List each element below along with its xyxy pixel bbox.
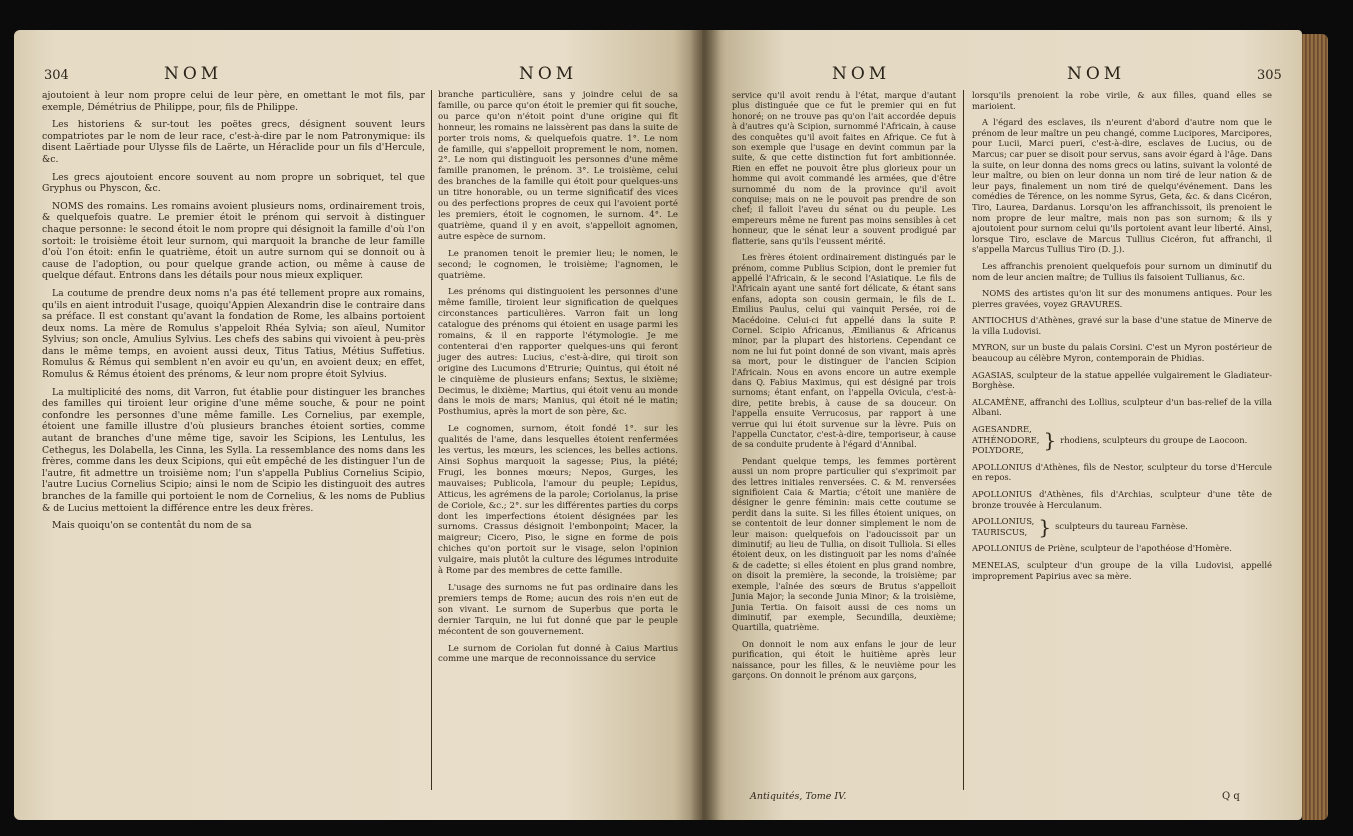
artist-entry: MYRON, sur un buste du palais Corsini. C'est un Myron postérieur de beaucoup au célèbre Myron, contemporain de Phidias. (972, 342, 1272, 364)
paragraph: Les frères étoient ordinairement distingués par le prénom, comme Publius Scipion, dont le premier fut appellé l'Africain, & le second l'Asiatique. Le fils de l'Africain ayant une santé fort délicate, & étant sans enfans, adopta son cousin germain, le fils de L. Emilius Paulus, celui qui vainquit Persée, roi de Macédoine. Celui-ci fut appellé dans la suite P. Cornel. Scipio Africanus, Æmilianus & Africanus minor, par la plupart des historiens. Cependant ce nom ne lui fut point donné de son vivant, mais après sa mort, pour le distinguer de l'ancien Scipion l'Africain. Nous en avons encore un autre exemple dans Q. Fabius Maximus, qui est désigné par trois surnoms; étant enfant, on l'appella Ovicula, c'est-à-dire, petite brebis, à cause de sa douceur. On l'appella ensuite Verrucosus, par rapport à une verrue qui lui étoit survenue sur la lèvre. Puis on l'appella Cunctator, c'est-à-dire, temporiseur, à cause de sa conduite prudente à l'égard d'Annibal. (732, 252, 956, 450)
signature-mark: Q q (1222, 791, 1240, 802)
artist-name: ATHÉNODORE, (972, 434, 1040, 445)
artist-entry: APOLLONIUS d'Athènes, fils d'Archias, sculpteur d'une tête de bronze trouvée à Herculanum. (972, 489, 1272, 510)
column-rule (431, 90, 432, 790)
running-head: NOM (519, 64, 578, 84)
running-head: NOM (832, 64, 891, 84)
artist-entry: ANTIOCHUS d'Athènes, gravé sur la base d'une statue de Minerve de la villa Ludovisi. (972, 315, 1272, 336)
paragraph: Les affranchis prenoient quelquefois pour surnom un diminutif du nom de leur ancien maître; de Tullius ils faisoient Tullianus, &c. (972, 260, 1272, 282)
page-edges (1302, 34, 1328, 820)
artist-description: sculpteurs du taureau Farnèse. (1055, 521, 1188, 532)
farnese-bull-entry (972, 516, 1272, 537)
paragraph: Les prénoms qui distinguoient les personnes d'une même famille, tiroient leur signification de quelques circonstances particulières. Varron fait un long catalogue des prénoms qui étoient en usage parmi les romains, & il en rapporte l'étymologie. Je me contenterai d'en rapporter quelques-uns qui feront juger des autres: Lucius, c'est-à-dire, qui tiroit son origine des Lucumons d'Etrurie; Quintus, qui étoit né le cinquième de plusieurs enfans; Sextus, le sixième; Decimus, le dixième; Martius, qui étoit venu au monde dans le mois de mars; Manius, qui étoit né le matin; Posthumius, après la mort de son père, &c. (438, 287, 678, 418)
artist-name: AGESANDRE, (972, 424, 1032, 435)
paragraph: NOMS des artistes qu'on lit sur des monumens antiques. Pour les pierres gravées, voyez GRAVURES. (972, 288, 1272, 309)
column-rule (963, 90, 964, 790)
artist-name: APOLLONIUS, (972, 516, 1035, 527)
page-number: 304 (44, 68, 69, 83)
brace: } (1038, 514, 1052, 539)
artist-description: rhodiens, sculpteurs du groupe de Laocoon. (1060, 434, 1248, 445)
left-page (14, 30, 702, 820)
laocoon-group-entry (972, 424, 1272, 456)
paragraph: La multiplicité des noms, dit Varron, fut établie pour distinguer les branches des familles qui tiroient leur origine d'une même souche, & pour ne point confondre les personnes d'une même famille. Les Cornelius, par exemple, étoient une famille illustre d'où plusieurs branches étoient sorties, comme autant de branches d'une même tige, savoir les Scipions, les Lentulus, les Cethegus, les Dolabella, les Cinna, les Sylla. La ressemblance des noms dans les frères, comme dans les deux Scipions, qui eût empêché de les distinguer l'un de l'autre, fit admettre un troisième nom; l'un s'appella Publius Cornelius Scipio, l'autre Lucius Cornelius Scipio; ainsi le nom de Scipio les distinguoit des autres branches de la famille qui portoient le nom de Cornelius, & les noms de Publius & de Lucius mettoient la différence entre les deux frères. (42, 386, 425, 514)
artist-entry: AGASIAS, sculpteur de la statue appellée vulgairement le Gladiateur-Borghèse. (972, 369, 1272, 391)
artist-name: POLYDORE, (972, 445, 1024, 456)
brace: } (1043, 427, 1057, 452)
paragraph: Les historiens & sur-tout les poëtes grecs, désignent souvent leurs compatriotes par le nom de leur race, c'est-à-dire par le nom Patronymique: ils disent Laërtiade pour Ulysse fils de Laërte, un Héraclide pour un fils d'Hercule, &c. (42, 119, 425, 165)
paragraph: A l'égard des esclaves, ils n'eurent d'abord d'autre nom que le prénom de leur maître un peu changé, comme Lucipores, Marcipores, pour Lucii, Marci pueri, c'est-à-dire, esclaves de Lucius, ou de Marcus; car puer se disoit pour servus, sans avoir égard à l'âge. Dans la suite, on leur donna des noms grecs ou latins, suivant la volonté de leur maître, ou bien on leur donna un nom tiré de leur nation & de leur pays, finalement un nom tiré de quelqu'événement. Dans les comédies de Térence, on les nomme Syrus, Geta, &c. & dans Cicéron, Tiro, Laurea, Dardanus. Lorsqu'on les affranchissoit, ils prenoient le nom propre de leur maître, mais non pas son surnom; & ils y ajoutoient pour surnom celui qu'ils portoient avant leur liberté. Ainsi, lorsque Tiro, esclave de Marcus Tullius Cicéron, fut affranchi, il s'appella Marcus Tullius Tiro (D. J.). (972, 117, 1272, 255)
paragraph: Mais quoiqu'on se contentât du nom de sa (52, 520, 252, 532)
paragraph: lorsqu'ils prenoient la robe virile, & aux filles, quand elles se marioient. (972, 90, 1272, 111)
running-head: NOM (1067, 64, 1126, 84)
paragraph: On donnoit le nom aux enfans le jour de leur purification, qui étoit le huitième après leur naissance, pour les filles, & le neuvième pour les garçons. On donnoit le prénom aux garçons, (732, 638, 956, 680)
paragraph: La coutume de prendre deux noms n'a pas été tellement propre aux romains, qu'ils en aient introduit l'usage, quoiqu'Appien Alexandrin dise le contraire dans sa préface. Il est constant qu'avant la fondation de Rome, les albains portoient deux noms. La mère de Romulus s'appeloit Rhéa Sylvia; son aïeul, Numitor Sylvius; son oncle, Amulius Sylvius. Les chefs des sabins qui vivoient à peu-près dans le même temps, en avoient aussi deux, Titus Tatius, Métius Suffetius. Romulus & Rémus qui semblent n'en avoir eu qu'un, en avoient deux; en effet, Romulus & Rémus étoient des prénoms, & leur nom propre étoit Sylvius. (42, 287, 425, 381)
right-page (702, 30, 1302, 820)
paragraph: NOMS des romains. Les romains avoient plusieurs noms, ordinairement trois, & quelquefois quatre. Le premier étoit le prénom qui servoit à distinguer chaque personne: le second étoit le nom propre qui désignoit la famille d'où l'on sortoit: le troisième étoit leur surnom, qui marquoit la branche de leur famille d'où l'on étoit: enfin le quatrième, étoit un autre surnom qui se donnoit ou à cause de l'adoption, ou pour quelque grande action, ou même à cause de quelque défaut. Entrons dans les détails pour nous mieux expliquer. (42, 200, 425, 282)
left-column-1 (42, 90, 425, 538)
artist-name: TAURISCUS, (972, 526, 1028, 537)
paragraph: ajoutoient à leur nom propre celui de leur père, en omettant le mot fils, par exemple, Démétrius de Philippe, pour, fils de Philippe. (42, 90, 425, 113)
paragraph: service qu'il avoit rendu à l'état, marque d'autant plus distinguée que ce fut le premier qui en fut honoré; on ne trouve pas qu'on l'ait accordée depuis à d'autres qu'à Scipion, surnommé l'Africain, à cause des conquêtes qu'il avoit faites en Afrique. Ce fut à son exemple que l'usage en devint commun par la suite, & que cette distinction fut fort ambitionnée. Rien en effet ne pouvoit être plus glorieux pour un homme qui avoit commandé les armées, que d'être surnommé du nom de la province qu'il avoit conquise; mais on ne le pouvoit pas prendre de son chef; il falloit l'aveu du sénat ou du peuple. Les empereurs même ne furent pas moins sensibles à cet honneur, que le sénat leur a souvent prodigué par flatterie, sans qu'ils l'eussent mérité. (732, 90, 956, 246)
right-column-1 (732, 90, 956, 686)
artist-entry: MENELAS, sculpteur d'un groupe de la villa Ludovisi, appellé improprement Papirius avec sa mère. (972, 559, 1272, 581)
paragraph: Le surnom de Coriolan fut donné à Caius Martius comme une marque de reconnoissance du service (438, 643, 678, 665)
artist-entry: APOLLONIUS d'Athènes, fils de Nestor, sculpteur du torse d'Hercule en repos. (972, 461, 1272, 483)
paragraph: Pendant quelque temps, les femmes portèrent aussi un nom propre particulier qui s'exprimoit par des lettres initiales renversées. C. & M. renversées signifioient Caia & Martia; c'étoit une manière de désigner le genre féminin: mais cette coutume se perdit dans la suite. Si les filles étoient uniques, on se contentoit de leur donner simplement le nom de leur maison: quelquefois on l'adoucissoit par un diminutif; au lieu de Tullia, on disoit Tulliola. Si elles étoient deux, on les distinguoit par les noms d'aînée & de cadette; si elles étoient en plus grand nombre, on disoit la première, la seconde, la troisième; par exemple, l'aînée des sœurs de Brutus s'appelloit Junia Major; la seconde Junia Minor; & la troisième, Junia Tertia. On faisoit aussi de ces noms un diminutif, par exemple, Secundilla, deuxième; Quartilla, quatrième. (732, 455, 956, 633)
book-gutter (690, 30, 720, 820)
paragraph: Le cognomen, surnom, étoit fondé 1°. sur les qualités de l'ame, dans lesquelles étoient renfermées les vertus, les mœurs, les sciences, les belles actions. Ainsi Sophus marquoit la sagesse; Pius, la piété; Frugi, les bonnes mœurs; Nepos, Gurges, les mauvaises; Publicola, l'amour du peuple; Lepidus, Atticus, les agrémens de la parole; Coriolanus, la prise de Coriole, &c.; 2°. sur les différentes parties du corps dont les imperfections étoient désignées par les surnoms. Crassus désignoit l'embonpoint; Macer, la maigreur; Cicero, Piso, le signe en forme de pois chiches qu'on portoit sur le visage, selon l'opinion vulgaire, mais plutôt la culture des légumes introduite à Rome par des membres de cette famille. (438, 424, 678, 577)
artist-entry: ALCAMÈNE, affranchi des Lollius, sculpteur d'un bas-relief de la villa Albani. (972, 396, 1272, 418)
volume-footer: Antiquités, Tome IV. (750, 791, 847, 802)
right-column-2 (972, 90, 1272, 587)
paragraph: Le pranomen tenoit le premier lieu; le nomen, le second; le cognomen, le troisième; l'agnomen, le quatrième. (438, 248, 678, 281)
artist-entry: APOLLONIUS de Priène, sculpteur de l'apothéose d'Homère. (972, 543, 1232, 554)
book-spread (14, 30, 1314, 820)
page-number: 305 (1257, 68, 1282, 83)
paragraph: L'usage des surnoms ne fut pas ordinaire dans les premiers temps de Rome; aucun des rois n'en eut de son vivant. Le surnom de Superbus que porta le dernier Tarquin, ne lui fut donné que par le peuple mécontent de son gouvernement. (438, 582, 678, 637)
left-column-2 (438, 90, 678, 671)
running-head: NOM (164, 64, 223, 84)
paragraph: branche particulière, sans y joindre celui de sa famille, ou parce qu'on étoit le premier qui fit souche, ou parce qu'on n'étoit point d'une origine qui fît honneur, les romains ne laissèrent pas dans la suite de porter trois noms, & quelquefois quatre. 1°. Le nom de famille, qui s'appelloit proprement le nom, nomen. 2°. Le nom qui distinguoit les personnes d'une même famille pranomen, le prénom. 3°. Le troisième, celui des branches de la famille qui étoit pour quelques-uns un titre honorable, ou un terme significatif des vices ou des perfections propres de ceux qui l'avoient porté les premiers, étoit le cognomen, le surnom. 4°. Le quatrième, quand il y en avoit, s'appelloit agnomen, autre espèce de surnom. (438, 90, 678, 242)
paragraph: Les grecs ajoutoient encore souvent au nom propre un sobriquet, tel que Gryphus ou Physcon, &c. (42, 171, 425, 195)
